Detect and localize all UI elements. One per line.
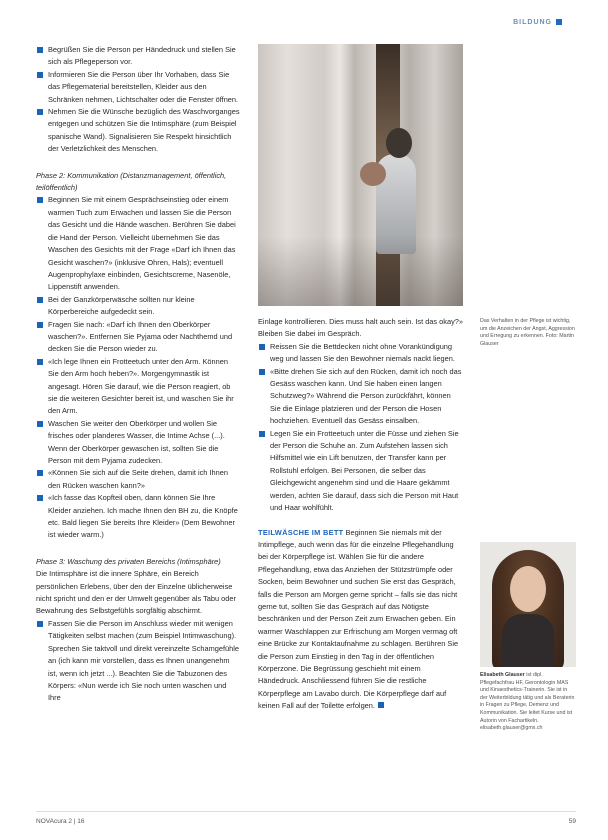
header-square-icon xyxy=(556,19,562,25)
footer-rule xyxy=(36,811,576,812)
footer-publication: NOVAcura 2 | 16 xyxy=(36,818,85,825)
author-bio xyxy=(480,672,576,733)
bullet-item: «Können Sie sich auf die Seite drehen, damit ich Ihnen den Rücken waschen kann?» xyxy=(36,467,240,492)
bullet-item: Waschen Sie weiter den Oberkörper und wollen Sie frisches oder planderes Wasser, die Intime Achse (...). Wenn der Oberkörper gewaschen ist, sollten Sie die Person mit dem Pyjama zudecken. xyxy=(36,418,240,468)
author-name: Elisabeth Glauser xyxy=(480,672,525,678)
bullet-item: Informieren Sie die Person über Ihr Vorhaben, dass Sie das Pflegematerial bereitstellen, Kleider aus den Schränken nehmen, Lichtschalter oder die Fenster öffnen. xyxy=(36,69,240,106)
end-square-icon xyxy=(378,702,384,708)
photo-caption: Das Verhalten in der Pflege ist wichtig, um die Anzeichen der Angst, Aggression und Erregung zu erkennen. Foto: Martin Glauser xyxy=(480,318,575,347)
section-keyword: TEILWÄSCHE IM BETT xyxy=(258,527,344,537)
text-column-right xyxy=(258,316,463,713)
page-number: 59 xyxy=(568,818,576,825)
bullet-item: Begrüßen Sie die Person per Händedruck und stellen Sie sich als Pflegeperson vor. xyxy=(36,44,240,69)
author-bio-text: ist dipl. Pflegefachfrau HF, Gerontologin MAS und Kinaesthetics-Trainerin. Sie ist in der Weiterbildung tätig und als Beraterin in Fragen zu Pflege, Demenz und Kommunikation. Sie leitet Kurse und ist Autorin von Fachartikeln. xyxy=(480,672,575,724)
bullet-item: Legen Sie ein Frotteetuch unter die Füsse und ziehen Sie der Person die Schuhe an. Zum Aufstehen lassen sich Hilfsmittel wie ein Lift benutzen, der Transfer kann per Rollstuhl erfolgen. Bei Personen, die selber das Gleichgewicht angenehm sind und die Haare gekämmt werden, achten Sie darauf, dass sich die Person mit Haut und Haar wohlfühlt. xyxy=(258,428,463,515)
section-paragraph xyxy=(258,527,463,713)
bullet-item: Fragen Sie nach: «Darf ich Ihnen den Oberkörper waschen?». Entfernen Sie Pyjama oder Nachthemd und decken Sie die Person wieder zu. xyxy=(36,319,240,356)
paragraph: Die Intimsphäre ist die innere Sphäre, ein Bereich persönlichen Erlebens, über den der Einzelne üblicherweise nicht spricht und den er der Umwelt gegenüber als Tabu oder Bewahrung des Selbstgefühls sorgfältig abschirmt. xyxy=(36,569,236,616)
phase-heading: Phase 3: Waschung des privaten Bereichs (Intimsphäre) xyxy=(36,556,221,566)
bullet-item: «Ich lege Ihnen ein Frotteetuch unter den Arm. Können Sie den Arm hoch heben?». Morgengymnastik ist angesagt. Hören Sie darauf, wie die Person reagiert, ob sie die weiteren Gesichter bereit ist, und waschen Sie ihr den Arm. xyxy=(36,356,240,418)
bullet-item: Reissen Sie die Bettdecken nicht ohne Vorankündigung weg und lassen Sie den Bewohner niemals nackt liegen. xyxy=(258,341,463,366)
bullet-item: Nehmen Sie die Wünsche bezüglich des Waschvorganges entgegen und schützen Sie die Intimsphäre (zum Beispiel spanische Wand). Signalisieren Sie Respekt hinsichtlich der Verletzlichkeit des Menschen. xyxy=(36,106,240,156)
section-text: Beginnen Sie niemals mit der Intimpflege, auch wenn das für die einzelne Pflegehandlung bei der Körperpflege ist. Wählen Sie für die andere Pflegehandlung, etwa das Anziehen der Stützstrümpfe oder Socken, beim Bewohner und suchen Sie erst das Gespräch, falls die Person am Morgen gerne spricht – falls sie das nicht gerne tut, sollten Sie das Gespräch auf das Nötigste beschränken und der Person Zeit zum Erwachen geben. Ein warmer Waschlappen zur Erfrischung am Morgen vermag oft eine Brücke zur Kontaktaufnahme zu schlagen. Berühren Sie die Person zum Einstieg in den Tag in der öffentlichen Körperzone. Die Begrüssung geschieht mit einem Händedruck. Anschliessend führen Sie die restliche Körperpflege am Lavabo durch. Die Körperpflege darf auf keinen Fall auf der Toilette erfolgen. xyxy=(258,527,459,711)
bullet-item: «Ich fasse das Kopfteil oben, dann können Sie Ihre Kleider anziehen. Ich mache Ihnen den BH zu, die Knöpfe etc. Bald liegen Sie bereits Ihre Kleider» (Dem Bewohner ist wieder warm.) xyxy=(36,492,240,542)
section-header: BILDUNG xyxy=(513,19,562,26)
bullet-item: Fassen Sie die Person im Anschluss wieder mit wenigen Tätigkeiten selbst machen (zum Beispiel Intimwaschung). Sprechen Sie taktvoll und direkt vereinzelte Schamgefühle an (ich kann mir vorstellen, dass es Ihnen unangenehm ist, wenn ich jetzt ...). Beachten Sie die Tabuzonen des Körpers: «Nun werde ich Sie noch unten waschen und Ihre xyxy=(36,618,240,705)
article-photo xyxy=(258,44,463,306)
text-column-left xyxy=(36,44,240,705)
author-email[interactable]: elisabeth.glauser@gmx.ch xyxy=(480,725,543,732)
author-portrait xyxy=(480,542,576,667)
paragraph: Einlage kontrollieren. Dies muss halt auch sein. Ist das okay?» Bleiben Sie dabei im Gespräch. xyxy=(258,317,463,339)
bullet-item: Beginnen Sie mit einem Gesprächseinstieg oder einem warmen Tuch zum Erwachen und lassen Sie die Person das Gesicht und die Hände waschen. Berühren Sie dabei die Hand der Person. Vielleicht übernehmen Sie das Waschen des Gesichts mit der Frage «Darf ich Ihnen das Gesicht waschen?» (inklusive Ohren, Hals); eventuell Augenprophylaxe einbinden, Gesichtscreme, Nasenöle, Lippenstift anwenden. xyxy=(36,194,240,293)
bullet-item: «Bitte drehen Sie sich auf den Rücken, damit ich noch das Gesäss waschen kann. Und Sie haben einen langen Schutzweg?» Während die Person zurückfährt, können Sie die Einlage platzieren und der Person die Hosen hochziehen. Eventuell das Gesäss einsalben. xyxy=(258,366,463,428)
phase-heading: Phase 2: Kommunikation (Distanzmanagement, öffentlich, teilöffentlich) xyxy=(36,170,227,193)
bullet-item: Bei der Ganzkörperwäsche sollten nur kleine Körperbereiche aufgedeckt sein. xyxy=(36,294,240,319)
